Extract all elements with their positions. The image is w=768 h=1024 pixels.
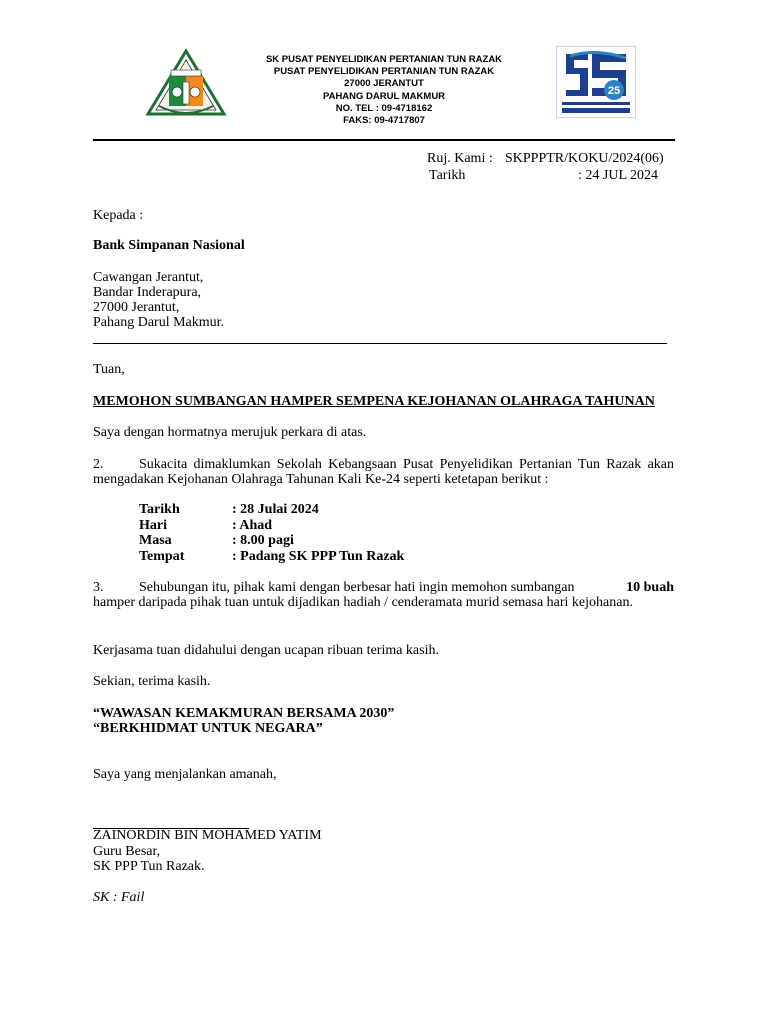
- detail-value-venue: : Padang SK PPP Tun Razak: [232, 549, 405, 564]
- thanks-line: Kerjasama tuan didahului dengan ucapan ribuan terima kasih.: [93, 643, 439, 658]
- salutation: Tuan,: [93, 362, 125, 377]
- address-line: Bandar Inderapura,: [93, 285, 202, 300]
- date-label: Tarikh: [429, 168, 466, 183]
- svg-text:25: 25: [607, 85, 621, 97]
- slogan: “BERKHIDMAT UNTUK NEGARA”: [93, 721, 323, 736]
- paragraph-3-first-line: [139, 580, 674, 595]
- cc-line: SK : Fail: [93, 890, 145, 905]
- paragraph-2-number: 2.: [93, 457, 104, 472]
- paragraph-3-text: Sehubungan itu, pihak kami dengan berbesar hati ingin memohon sumbangan: [139, 580, 575, 595]
- paragraph-3-number: 3.: [93, 580, 104, 595]
- state: PAHANG DARUL MAKMUR: [322, 90, 446, 102]
- letter-date: : 24 JUL 2024: [578, 168, 658, 183]
- detail-label-time: Masa: [139, 533, 172, 548]
- signatory-school: SK PPP Tun Razak.: [93, 859, 205, 874]
- postcode-town: 27000 JERANTUT: [344, 78, 424, 90]
- school-name: SK PUSAT PENYELIDIKAN PERTANIAN TUN RAZAK: [265, 54, 503, 65]
- reference-label: Ruj. Kami :: [427, 151, 493, 166]
- closing-line: Sekian, terima kasih.: [93, 674, 211, 689]
- address-line: Cawangan Jerantut,: [93, 270, 204, 285]
- paragraph-3-continued: hamper daripada pihak tuan untuk dijadikan hadiah / cenderamata murid semasa hari kejohanan.: [93, 595, 633, 610]
- detail-label-venue: Tempat: [139, 549, 185, 564]
- detail-value-time: : 8.00 pagi: [232, 533, 294, 548]
- kepada-label: Kepada :: [93, 208, 144, 223]
- detail-value-day: : Ahad: [232, 518, 273, 533]
- detail-label-day: Hari: [139, 518, 167, 533]
- transformation-2025-logo: [556, 46, 636, 118]
- signatory-name: ZAINORDIN BIN MOHAMED YATIM: [93, 828, 322, 843]
- phone-number: NO. TEL : 09-4718162: [335, 102, 433, 114]
- address-line: 27000 Jerantut,: [93, 300, 180, 315]
- paragraph-2-continued: mengadakan Kejohanan Olahraga Tahunan Kali Ke-24 seperti ketetapan berikut :: [93, 472, 549, 487]
- recipient-name: Bank Simpanan Nasional: [93, 238, 245, 253]
- slogan: “WAWASAN KEMAKMURAN BERSAMA 2030”: [93, 706, 395, 721]
- paragraph-1: Saya dengan hormatnya merujuk perkara di atas.: [93, 425, 367, 440]
- letterhead: [240, 54, 528, 127]
- recipient-divider: [93, 343, 667, 344]
- amanah-line: Saya yang menjalankan amanah,: [93, 767, 277, 782]
- school-crest-logo: [145, 48, 227, 118]
- subject-line: MEMOHON SUMBANGAN HAMPER SEMPENA KEJOHANAN OLAHRAGA TAHUNAN: [93, 394, 655, 409]
- paragraph-2-first-line: Sukacita dimaklumkan Sekolah Kebangsaan Pusat Penyelidikan Pertanian Tun Razak akan: [139, 457, 674, 472]
- address-line: Pahang Darul Makmur.: [93, 315, 225, 330]
- fax-number: FAKS: 09-4717807: [343, 115, 425, 127]
- hamper-quantity: 10 buah: [626, 580, 674, 595]
- centre-name: PUSAT PENYELIDIKAN PERTANIAN TUN RAZAK: [273, 66, 495, 78]
- reference-number: SKPPPTR/KOKU/2024(06): [505, 151, 664, 166]
- signatory-title: Guru Besar,: [93, 844, 161, 859]
- header-divider: [93, 139, 675, 141]
- detail-label-date: Tarikh: [139, 502, 180, 517]
- detail-value-date: : 28 Julai 2024: [232, 502, 319, 517]
